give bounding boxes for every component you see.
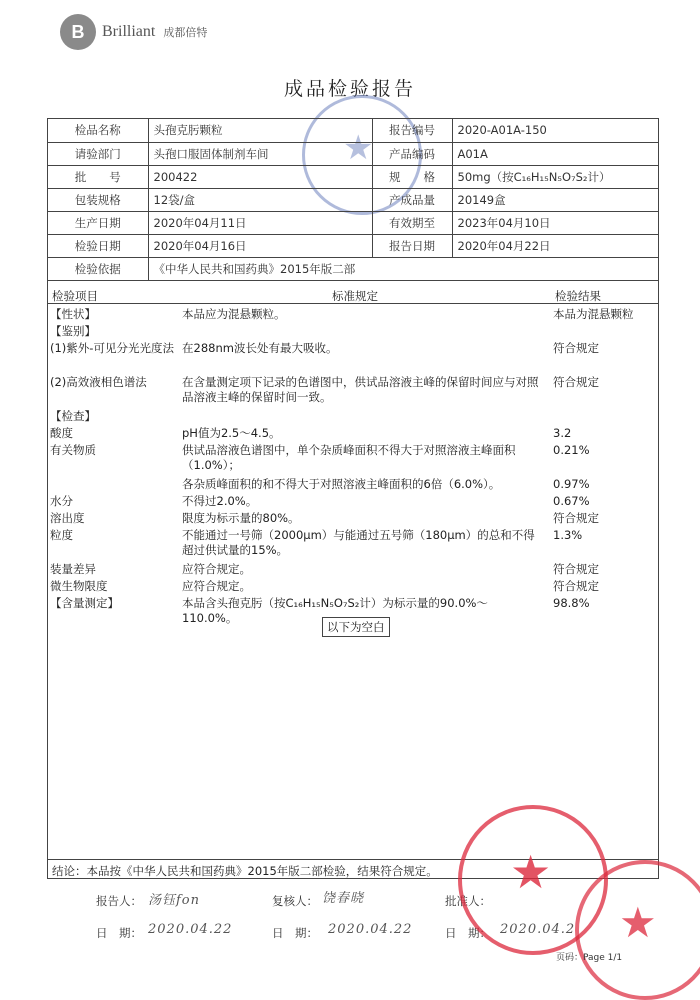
result-value: 3.2	[553, 426, 572, 440]
info-label: 产成品量	[372, 188, 452, 211]
results-header	[48, 286, 658, 304]
reviewer-label: 复核人：	[272, 894, 318, 908]
result-standard: 各杂质峰面积的和不得大于对照溶液主峰面积的6倍（6.0%）。	[182, 477, 501, 491]
result-item: (2)高效液相色谱法	[50, 375, 147, 389]
result-item: 【检查】	[50, 409, 96, 423]
info-value: 50mg（按C₁₆H₁₅N₅O₇S₂计）	[452, 165, 658, 188]
approver-label: 批准人：	[445, 894, 491, 908]
reporter-signature: 汤钰fon	[148, 893, 201, 908]
info-row	[48, 119, 658, 142]
result-value: 98.8%	[553, 596, 590, 610]
info-label: 有效期至	[372, 211, 452, 234]
result-standard: 限度为标示量的80%。	[182, 511, 300, 525]
info-label: 请验部门	[48, 142, 148, 165]
result-value: 1.3%	[553, 528, 583, 542]
star-icon: ★	[619, 898, 657, 947]
basis-value: 《中华人民共和国药典》2015年版二部	[148, 257, 658, 280]
result-item: 【含量测定】	[50, 596, 119, 610]
info-value: 2020年04月16日	[148, 234, 372, 257]
info-label: 产品编码	[372, 142, 452, 165]
conclusion: 结论：本品按《中华人民共和国药典》2015年版二部检验，结果符合规定。	[48, 859, 658, 879]
info-value: 20149盒	[452, 188, 658, 211]
header-item: 检验项目	[52, 289, 98, 303]
result-value: 本品为混悬颗粒	[553, 307, 634, 321]
result-standard: 应符合规定。	[182, 562, 251, 576]
info-row	[48, 188, 658, 211]
result-item: 微生物限度	[50, 579, 108, 593]
result-standard: 本品含头孢克肟（按C₁₆H₁₅N₅O₇S₂计）为标示量的90.0%～110.0%。	[182, 596, 488, 625]
result-value: 符合规定	[553, 375, 599, 389]
result-standard: 在288nm波长处有最大吸收。	[182, 341, 338, 355]
result-item: 装量差异	[50, 562, 96, 576]
info-value: 2020年04月11日	[148, 211, 372, 234]
report-frame	[47, 118, 659, 879]
info-value: 头孢口服固体制剂车间	[148, 142, 372, 165]
info-label: 报告日期	[372, 234, 452, 257]
result-item: 【鉴别】	[50, 324, 96, 338]
approver-date-label: 日 期：	[445, 926, 491, 940]
header-standard: 标准规定	[332, 289, 378, 303]
blank-note: 以下为空白	[322, 617, 390, 637]
logo-brand: Brilliant	[102, 23, 156, 40]
result-value: 符合规定	[553, 341, 599, 355]
logo-cn-name: 成都倍特	[163, 26, 208, 39]
reporter-label: 报告人：	[96, 894, 142, 908]
logo-mark: B	[60, 14, 96, 50]
info-value: 头孢克肟颗粒	[148, 119, 372, 142]
result-item: 溶出度	[50, 511, 85, 525]
info-value: 2020年04月22日	[452, 234, 658, 257]
basis-label: 检验依据	[48, 257, 148, 280]
reporter-date: 2020.04.22	[148, 922, 233, 937]
info-row	[48, 257, 658, 280]
reviewer-date: 2020.04.22	[328, 922, 413, 937]
info-label: 批 号	[48, 165, 148, 188]
info-row	[48, 211, 658, 234]
result-standard: 本品应为混悬颗粒。	[182, 307, 286, 321]
reporter-date-label: 日 期：	[96, 926, 142, 940]
result-item: (1)紫外-可见分光光度法	[50, 341, 174, 355]
info-value: 2020-A01A-150	[452, 119, 658, 142]
star-icon: ★	[510, 845, 552, 899]
info-value: 2023年04月10日	[452, 211, 658, 234]
page-number: 页码：Page 1/1	[556, 953, 623, 963]
reviewer-signature: 饶春晓	[322, 891, 365, 906]
info-row	[48, 234, 658, 257]
info-table	[48, 119, 658, 281]
result-standard: 不得过2.0%。	[182, 494, 258, 508]
result-value: 符合规定	[553, 562, 599, 576]
info-row	[48, 142, 658, 165]
result-value: 0.21%	[553, 443, 590, 457]
result-value: 符合规定	[553, 579, 599, 593]
info-label: 规 格	[372, 165, 452, 188]
info-value: A01A	[452, 142, 658, 165]
result-standard: 应符合规定。	[182, 579, 251, 593]
result-value: 0.97%	[553, 477, 590, 491]
star-icon: ★	[343, 128, 374, 168]
result-item: 粒度	[50, 528, 73, 542]
result-item: 酸度	[50, 426, 73, 440]
info-label: 包装规格	[48, 188, 148, 211]
approver-date: 2020.04.2	[500, 922, 576, 937]
result-value: 0.67%	[553, 494, 590, 508]
red-bureau-seal	[575, 860, 700, 1000]
result-value: 符合规定	[553, 511, 599, 525]
info-value: 200422	[148, 165, 372, 188]
company-logo	[60, 14, 207, 50]
result-item: 水分	[50, 494, 73, 508]
info-value: 12袋/盒	[148, 188, 372, 211]
info-label: 报告编号	[372, 119, 452, 142]
result-standard: 不能通过一号筛（2000μm）与能通过五号筛（180μm）的总和不得超过供试量的15%。	[182, 528, 535, 557]
info-label: 检品名称	[48, 119, 148, 142]
result-item: 有关物质	[50, 443, 96, 457]
result-standard: pH值为2.5～4.5。	[182, 426, 281, 440]
result-standard: 供试品溶液色谱图中，单个杂质峰面积不得大于对照溶液主峰面积（1.0%）；	[182, 443, 516, 472]
reviewer-date-label: 日 期：	[272, 926, 318, 940]
result-standard: 在含量测定项下记录的色谱图中，供试品溶液主峰的保留时间应与对照品溶液主峰的保留时间一致。	[182, 375, 539, 404]
info-label: 生产日期	[48, 211, 148, 234]
header-result: 检验结果	[555, 289, 601, 303]
result-item: 【性状】	[50, 307, 96, 321]
info-label: 检验日期	[48, 234, 148, 257]
report-title: 成品检验报告	[283, 78, 416, 100]
info-row	[48, 165, 658, 188]
